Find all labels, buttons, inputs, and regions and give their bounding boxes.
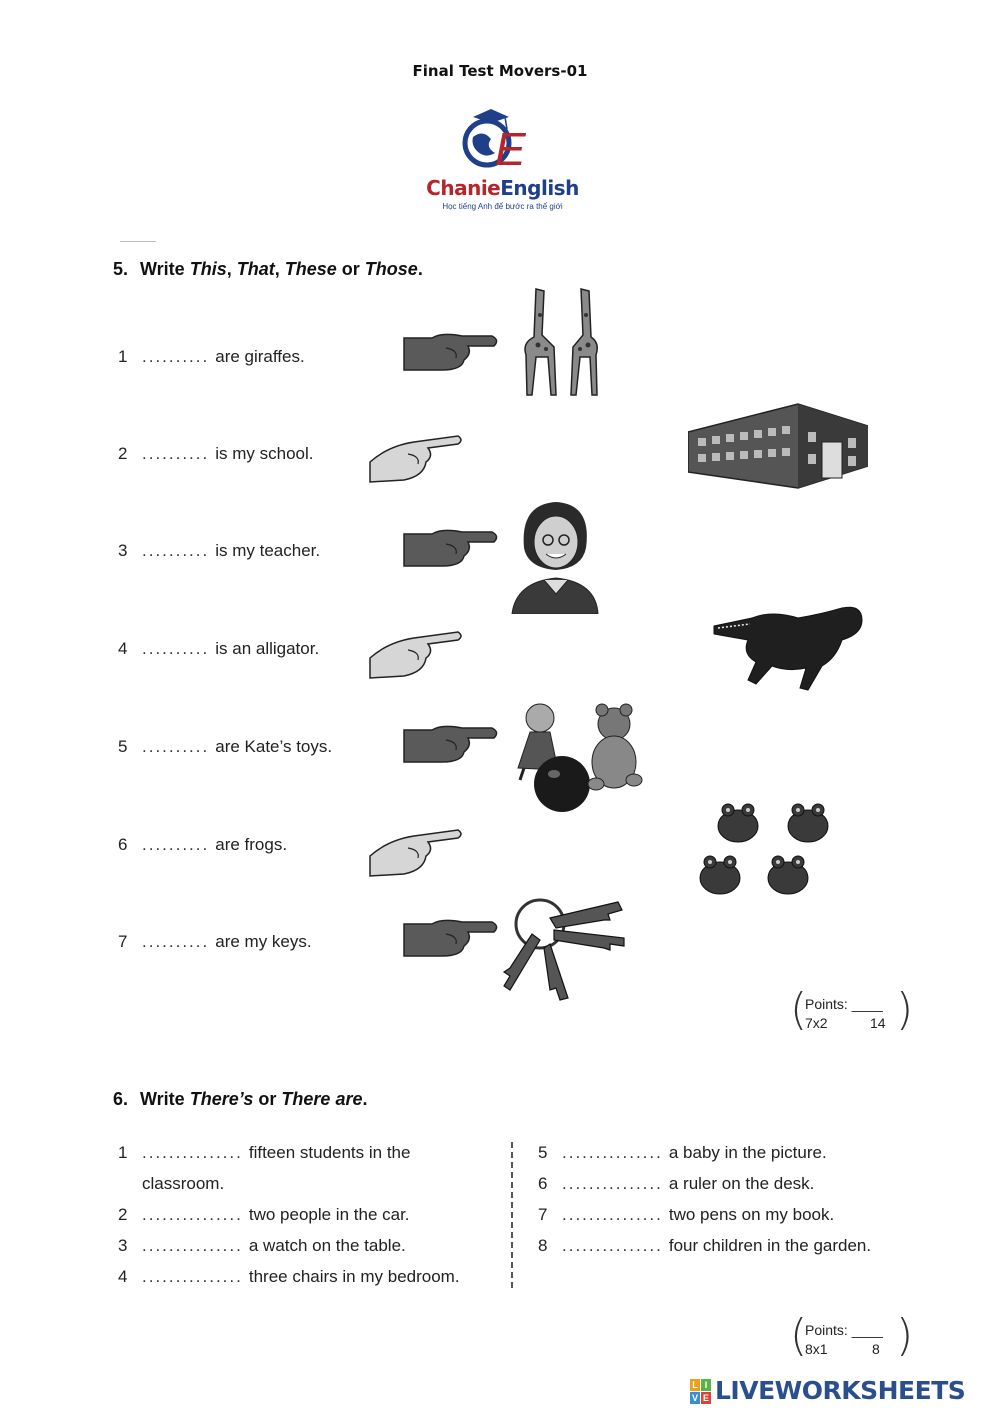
- pointing-hand-far-icon: [368, 628, 464, 680]
- item-text: is my teacher.: [215, 541, 321, 560]
- logo-wordmark: [405, 176, 600, 200]
- pointing-hand-near-icon: [402, 916, 502, 960]
- exercise5-item-4: [118, 639, 319, 659]
- toys-icon: [500, 696, 655, 818]
- item-text: a ruler on the desk.: [668, 1174, 815, 1193]
- item-text: two pens on my book.: [668, 1205, 835, 1224]
- instruction-word-this: This: [189, 259, 227, 279]
- item-text: four children in the garden.: [668, 1236, 872, 1255]
- item-number: 3: [118, 1236, 128, 1255]
- instruction-text: Write: [140, 1089, 190, 1109]
- points-box-open-bracket: (: [790, 1310, 808, 1361]
- item-text: is an alligator.: [215, 639, 320, 658]
- points-box-close-bracket: ): [896, 1310, 914, 1361]
- answer-blank[interactable]: ...............: [562, 1143, 663, 1162]
- instruction-comma: ,: [274, 259, 285, 279]
- points-score-blank[interactable]: ____: [851, 996, 883, 1012]
- exercise5-item-3: [118, 541, 320, 561]
- answer-blank[interactable]: ...............: [142, 1236, 243, 1255]
- chanie-english-logo: [425, 105, 580, 217]
- instruction-text: Write: [140, 259, 190, 279]
- item-number: 7: [118, 932, 128, 951]
- item-number: 5: [118, 737, 128, 756]
- pointing-hand-far-icon: [368, 432, 464, 484]
- live-badge-icon: [690, 1379, 712, 1405]
- item-number: 1: [118, 347, 128, 366]
- instruction-period: .: [362, 1089, 368, 1109]
- answer-blank[interactable]: ...............: [142, 1267, 243, 1286]
- instruction-comma: ,: [226, 259, 237, 279]
- pointing-hand-near-icon: [402, 722, 502, 766]
- section5-heading: [113, 259, 423, 280]
- item-text: are frogs.: [215, 835, 288, 854]
- item-number: 1: [118, 1143, 128, 1162]
- points-box-open-bracket: (: [790, 984, 808, 1035]
- instruction-word-theres: There’s: [189, 1089, 254, 1109]
- exercise5-item-2: [118, 444, 313, 464]
- item-text: are my keys.: [215, 932, 312, 951]
- document-title: Final Test Movers-01: [412, 62, 588, 80]
- item-number: 3: [118, 541, 128, 560]
- answer-blank[interactable]: ...............: [562, 1236, 663, 1255]
- answer-blank[interactable]: ..........: [142, 639, 210, 658]
- instruction-word-there-are: There are: [281, 1089, 363, 1109]
- keys-icon: [500, 894, 630, 1002]
- item-text: two people in the car.: [248, 1205, 410, 1224]
- points-formula: 7x2: [805, 1015, 828, 1031]
- exercise5-item-5: [118, 737, 332, 757]
- alligator-icon: [712, 604, 866, 696]
- item-text: a watch on the table.: [248, 1236, 406, 1255]
- exercise5-item-1: [118, 347, 305, 367]
- instruction-word-that: That: [236, 259, 275, 279]
- item-number: 4: [118, 1267, 128, 1286]
- exercise6-item-8: [538, 1236, 871, 1256]
- item-number: 2: [118, 1205, 128, 1224]
- points-score-blank[interactable]: ____: [851, 1322, 883, 1338]
- logo-name-part2: English: [500, 176, 579, 200]
- giraffes-icon: [496, 285, 641, 403]
- section6-heading: [113, 1089, 367, 1110]
- frogs-icon: [692, 796, 842, 900]
- points-label-text: Points:: [805, 1322, 848, 1338]
- exercise6-item-4: [118, 1267, 460, 1287]
- item-text: are giraffes.: [215, 347, 305, 366]
- answer-blank[interactable]: ..........: [142, 541, 210, 560]
- instruction-or: or: [336, 259, 365, 279]
- item-number: 6: [118, 835, 128, 854]
- exercise6-item-2: [118, 1205, 410, 1225]
- exercise6-item-1-continuation: classroom.: [142, 1174, 225, 1193]
- badge-letter: E: [702, 1393, 709, 1403]
- badge-letter: L: [690, 1379, 700, 1391]
- points-box-close-bracket: ): [896, 984, 914, 1035]
- points-label: [805, 1322, 883, 1338]
- item-text: fifteen students in the: [248, 1143, 411, 1162]
- badge-letter: V: [691, 1393, 698, 1403]
- item-text: are Kate’s toys.: [215, 737, 333, 756]
- points-formula: 8x1: [805, 1341, 828, 1357]
- instruction-period: .: [417, 259, 423, 279]
- answer-blank[interactable]: ..........: [142, 444, 210, 463]
- points-label: [805, 996, 883, 1012]
- instruction-or: or: [253, 1089, 282, 1109]
- answer-blank[interactable]: ...............: [142, 1205, 243, 1224]
- section5-number: 5.: [113, 259, 129, 279]
- answer-blank[interactable]: ..........: [142, 835, 210, 854]
- answer-blank[interactable]: ...............: [562, 1174, 663, 1193]
- instruction-word-these: These: [284, 259, 337, 279]
- exercise6-item-6: [538, 1174, 814, 1194]
- answer-blank[interactable]: ...............: [562, 1205, 663, 1224]
- scan-mark: [120, 241, 156, 242]
- answer-blank[interactable]: ..........: [142, 737, 210, 756]
- exercise5-item-6: [118, 835, 287, 855]
- section6-number: 6.: [113, 1089, 129, 1109]
- item-number: 8: [538, 1236, 548, 1255]
- svg-text:E: E: [495, 123, 526, 175]
- answer-blank[interactable]: ..........: [142, 932, 210, 951]
- item-number: 7: [538, 1205, 548, 1224]
- exercise6-item-3: [118, 1236, 406, 1256]
- liveworksheets-logo: [690, 1375, 990, 1409]
- column-divider: [511, 1142, 513, 1288]
- instruction-word-those: Those: [364, 259, 418, 279]
- liveworksheets-wordmark[interactable]: LIVEWORKSHEETS: [715, 1376, 966, 1405]
- pointing-hand-near-icon: [402, 330, 502, 374]
- item-number: 6: [538, 1174, 548, 1193]
- exercise6-item-5: [538, 1143, 827, 1163]
- item-text: is my school.: [215, 444, 314, 463]
- item-text: a baby in the picture.: [668, 1143, 827, 1162]
- logo-name-part1: Chanie: [426, 176, 501, 200]
- logo-tagline: Học tiếng Anh để bước ra thế giới: [442, 202, 563, 211]
- item-number: 2: [118, 444, 128, 463]
- item-text: three chairs in my bedroom.: [248, 1267, 460, 1286]
- school-icon: [688, 398, 868, 490]
- exercise5-item-7: [118, 932, 312, 952]
- points-total: 14: [870, 1015, 886, 1031]
- exercise6-item-7: [538, 1205, 834, 1225]
- exercise6-item-1: [118, 1143, 410, 1163]
- answer-blank[interactable]: ...............: [142, 1143, 243, 1162]
- pointing-hand-far-icon: [368, 826, 464, 878]
- item-number: 5: [538, 1143, 548, 1162]
- pointing-hand-near-icon: [402, 526, 502, 570]
- answer-blank[interactable]: ..........: [142, 347, 210, 366]
- badge-letter: I: [701, 1379, 711, 1391]
- points-label-text: Points:: [805, 996, 848, 1012]
- teacher-icon: [510, 498, 600, 614]
- points-total: 8: [872, 1341, 880, 1357]
- item-number: 4: [118, 639, 128, 658]
